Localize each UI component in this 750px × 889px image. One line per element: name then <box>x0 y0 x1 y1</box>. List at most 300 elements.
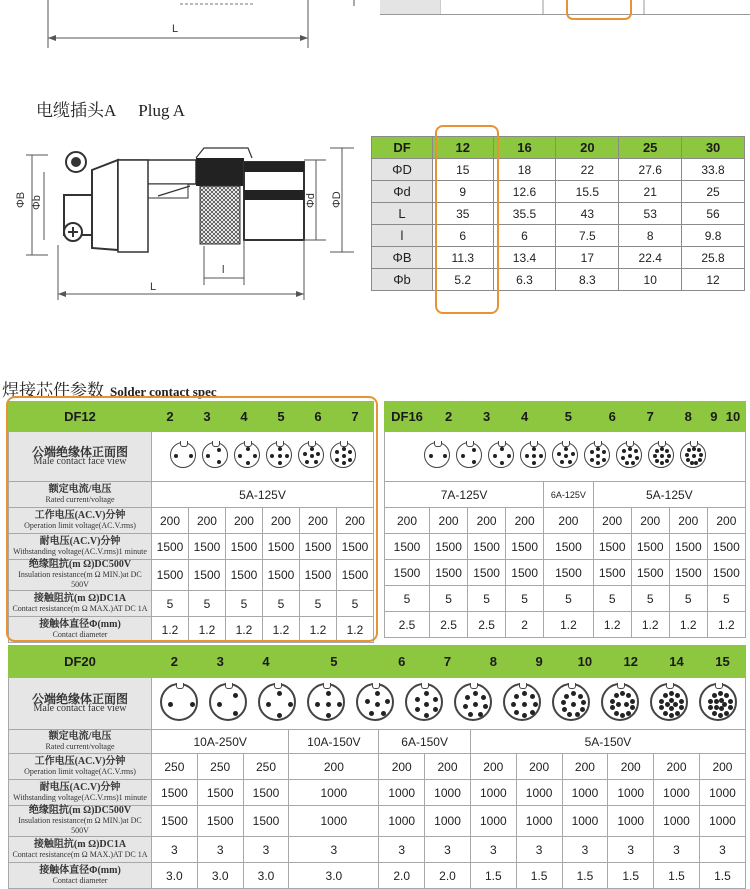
table-cell: 1.2 <box>669 612 707 638</box>
table-row <box>385 560 746 586</box>
table-cell: 1500 <box>385 560 430 586</box>
table-cell: 1000 <box>608 806 654 837</box>
face-key-notch <box>568 683 576 689</box>
table-cell: 1.5 <box>562 863 608 889</box>
table-cell: 15 <box>433 159 494 181</box>
df16-spec-table <box>384 401 746 638</box>
contact-pin <box>624 702 629 707</box>
label-en: Contact diameter <box>52 875 108 885</box>
top-drawing-svg <box>0 0 370 50</box>
table-cell: 17 <box>556 247 619 269</box>
rated-value: 5A-125V <box>593 482 745 508</box>
pin-count: 10 <box>720 402 745 432</box>
oplimit-label <box>9 754 152 780</box>
table-cell: 1000 <box>516 806 562 837</box>
plug-dimension-table <box>371 136 745 291</box>
table-cell: 22.4 <box>619 247 682 269</box>
contact-pin <box>365 699 370 704</box>
contact-pin <box>602 458 606 462</box>
table-cell: 5 <box>152 591 189 617</box>
contact-pin <box>288 702 293 707</box>
table-cell: 1500 <box>631 560 669 586</box>
table-cell: 2 <box>506 612 544 638</box>
label-cn: 额定电流/电压 <box>48 730 112 742</box>
table-cell: 1500 <box>593 560 631 586</box>
face-row <box>9 678 746 730</box>
contact-pin <box>719 706 724 711</box>
label-cn: 接触阻抗(m Ω)DC1A <box>33 838 127 850</box>
label-cn: 公端绝缘体正面图 <box>31 444 128 459</box>
table-cell: 1.5 <box>608 863 654 889</box>
face-key-notch <box>225 683 233 689</box>
contact-pin <box>625 461 629 465</box>
contact-pin <box>655 459 659 463</box>
table-row <box>372 181 745 203</box>
table-cell: 1500 <box>430 534 468 560</box>
face-key-notch <box>715 683 723 689</box>
table-cell: 250 <box>152 754 198 780</box>
table-cell: 3 <box>152 837 198 863</box>
table-cell: 200 <box>516 754 562 780</box>
contact-pin <box>620 691 625 696</box>
contact-pin <box>728 699 733 704</box>
table-cell: 3 <box>425 837 471 863</box>
table-cell: 1.2 <box>225 617 262 643</box>
label-en: Withstanding voltage(AC.V.rms)1 minute <box>13 546 147 556</box>
table-cell: 1000 <box>654 780 700 806</box>
face-key-notch <box>176 683 184 689</box>
contact-pin <box>724 693 729 698</box>
table-cell: 1500 <box>188 534 225 560</box>
contact-pin <box>522 702 527 707</box>
contact-pin <box>429 454 433 458</box>
rated-value: 5A-150V <box>470 730 745 754</box>
table-cell: 200 <box>385 508 430 534</box>
contact-pin <box>602 450 606 454</box>
table-cell: 21 <box>619 181 682 203</box>
table-cell: 3 <box>289 837 379 863</box>
contact-pin <box>581 700 586 705</box>
contact-pin <box>424 713 429 718</box>
table-cell: 9 <box>433 181 494 203</box>
table-cell: 1500 <box>385 534 430 560</box>
contact-pin <box>665 449 669 453</box>
contact-pin <box>514 710 519 715</box>
table-cell: 3.0 <box>243 863 289 889</box>
contact-pin <box>712 711 717 716</box>
contact-pin <box>675 693 680 698</box>
solder-title-en: Solder contact spec <box>110 384 217 399</box>
pin-count: 10 <box>562 646 608 678</box>
row-label: Φb <box>372 269 433 291</box>
table-row <box>372 203 745 225</box>
contact-pin <box>217 702 222 707</box>
pin-count: 9 <box>516 646 562 678</box>
contact-pin <box>685 453 689 457</box>
row-label: l <box>372 225 433 247</box>
plug-title-en: Plug A <box>138 101 186 120</box>
table-cell: 200 <box>631 508 669 534</box>
label-en: Contact diameter <box>52 629 108 639</box>
table-cell: 200 <box>188 508 225 534</box>
face-key-notch <box>274 683 282 689</box>
contact-pin <box>692 447 696 451</box>
table-cell: 5 <box>430 586 468 612</box>
contact-face-4-pin-icon <box>488 442 514 468</box>
contact-face-14-pin-icon <box>650 683 688 721</box>
contact-pin <box>626 711 631 716</box>
rated-value: 10A-150V <box>289 730 379 754</box>
table-cell: 1500 <box>430 560 468 586</box>
pin-count: 14 <box>654 646 700 678</box>
label-cn: 额定电流/电压 <box>48 483 112 495</box>
rated-value: 6A-125V <box>544 482 593 508</box>
table-cell: 1.2 <box>544 612 593 638</box>
row-label: L <box>372 203 433 225</box>
contact-pin <box>472 448 476 452</box>
table-cell: 1500 <box>197 806 243 837</box>
table-cell: 1500 <box>707 560 745 586</box>
pin-count: 2 <box>152 402 189 432</box>
table-cell: 1.5 <box>699 863 745 889</box>
contact-pin <box>665 459 669 463</box>
contact-pin <box>667 454 671 458</box>
table-row <box>9 837 746 863</box>
table-cell: 1500 <box>243 780 289 806</box>
top-table-fragment <box>380 0 750 15</box>
dim-L: L <box>150 281 157 293</box>
table-cell: 2.0 <box>379 863 425 889</box>
table-cell: 1000 <box>289 780 379 806</box>
contact-pin <box>375 702 380 707</box>
contact-face-5-pin-icon <box>307 683 345 721</box>
table-cell: 3.0 <box>152 863 198 889</box>
table-cell: 5 <box>188 591 225 617</box>
table-row <box>372 159 745 181</box>
contact-pin <box>233 711 238 716</box>
table-row <box>385 586 746 612</box>
contact-face-5-pin-icon <box>520 442 546 468</box>
contact-pin <box>628 454 632 458</box>
table-cell: 3 <box>516 837 562 863</box>
pin-count: 5 <box>544 402 593 432</box>
contact-pin <box>628 447 632 451</box>
contact-pin <box>630 705 635 710</box>
dim-phib: Φb <box>31 195 43 210</box>
table-cell: 1000 <box>699 806 745 837</box>
table-cell: 6 <box>433 225 494 247</box>
rated-value: 10A-250V <box>152 730 289 754</box>
table-cell: 5.2 <box>433 269 494 291</box>
label-en: Rated current/voltage <box>45 494 115 504</box>
table-cell: 1500 <box>152 780 198 806</box>
label-en: Operation limit voltage(AC.V.rms) <box>24 520 136 530</box>
table-cell: 3 <box>608 837 654 863</box>
contact-pin <box>465 695 470 700</box>
label-en: Contact resistance(m Ω MAX.)AT DC 1A <box>12 603 148 613</box>
table-cell: 13.4 <box>493 247 556 269</box>
label-en: Operation limit voltage(AC.V.rms) <box>24 766 136 776</box>
table-cell: 25.8 <box>682 247 745 269</box>
table-cell: 1500 <box>262 534 299 560</box>
contact-pin <box>568 460 572 464</box>
contact-pin <box>596 447 600 451</box>
contact-pin <box>590 450 594 454</box>
contact-pin <box>369 711 374 716</box>
table-cell: 1500 <box>299 534 336 560</box>
table-cell: 1500 <box>468 534 506 560</box>
contact-pin <box>539 454 543 458</box>
table-cell: 1500 <box>707 534 745 560</box>
pin-count: 12 <box>608 646 654 678</box>
df20-header-row <box>9 646 746 678</box>
table-cell: 11.3 <box>433 247 494 269</box>
pin-count: 2 <box>430 402 468 432</box>
rated-label <box>9 730 152 754</box>
contact-pin <box>564 454 568 458</box>
table-cell: 1000 <box>608 780 654 806</box>
contact-pin <box>507 454 511 458</box>
contact-pin <box>635 456 639 460</box>
label-cn: 接触体直径Φ(mm) <box>39 618 121 630</box>
table-cell: 12 <box>682 269 745 291</box>
table-row <box>9 754 746 780</box>
contact-pin <box>511 702 516 707</box>
table-cell: 200 <box>506 508 544 534</box>
contact-pin <box>424 691 429 696</box>
contact-pin <box>663 711 668 716</box>
table-cell: 200 <box>430 508 468 534</box>
contact-pin <box>500 461 504 465</box>
table-row <box>9 730 746 754</box>
table-cell: 1500 <box>631 534 669 560</box>
dim-phiD: ΦD <box>331 191 343 208</box>
contact-face-2-pin-icon <box>160 683 198 721</box>
table-cell: 1500 <box>152 534 189 560</box>
table-cell: 1500 <box>544 560 593 586</box>
contact-pin <box>530 710 535 715</box>
table-cell: 1500 <box>152 806 198 837</box>
label-en: Male contact face view <box>33 455 127 467</box>
pin-count: 9 <box>707 402 720 432</box>
contact-pin <box>580 707 585 712</box>
contact-pin <box>616 702 621 707</box>
table-cell: 12.6 <box>493 181 556 203</box>
contact-pin <box>578 694 583 699</box>
contact-face-8-pin-icon <box>454 683 492 721</box>
pin-count: 15 <box>699 646 745 678</box>
table-cell: 200 <box>699 754 745 780</box>
df12-column-highlight <box>435 125 499 314</box>
rated-value: 7A-125V <box>385 482 544 508</box>
contact-pin <box>532 454 536 458</box>
label-cn: 耐电压(AC.V)分钟 <box>39 535 121 547</box>
table-cell: 1000 <box>289 806 379 837</box>
contact-pin <box>381 711 386 716</box>
dim-phiB: ΦB <box>15 191 27 208</box>
dim-phid: Φd <box>305 193 317 208</box>
table-cell: 200 <box>470 754 516 780</box>
contact-pin <box>415 707 420 712</box>
contact-face-6-pin-icon <box>552 442 578 468</box>
label-en: Insulation resistance(m Ω MIN.)at DC 500V <box>18 570 142 589</box>
row-label: ΦD <box>372 159 433 181</box>
label-en: Insulation resistance(m Ω MIN.)at DC 500V <box>18 816 142 835</box>
table-cell: 53 <box>619 203 682 225</box>
face-key-notch <box>617 683 625 689</box>
plug-header-cell: 25 <box>619 137 682 159</box>
label-cn: 工作电压(AC.V)分钟 <box>34 509 126 521</box>
pin-count: 8 <box>669 402 707 432</box>
contact-pin <box>575 712 580 717</box>
contact-pin <box>277 691 282 696</box>
contact-pin <box>522 691 527 696</box>
contact-pin <box>675 711 680 716</box>
contact-pin <box>461 454 465 458</box>
pin-count: 3 <box>188 402 225 432</box>
label-cn: 绝缘阻抗(m Ω)DC500V <box>28 805 132 816</box>
table-cell: 5 <box>707 586 745 612</box>
contact-pin <box>266 702 271 707</box>
row-label: ΦB <box>372 247 433 269</box>
contact-pin <box>673 702 678 707</box>
face-key-notch <box>666 683 674 689</box>
pin-count: 5 <box>289 646 379 678</box>
table-cell: 200 <box>707 508 745 534</box>
contact-pin <box>560 460 564 464</box>
label-en: Contact resistance(m Ω MAX.)AT DC 1A <box>12 849 148 859</box>
contact-pin <box>326 691 331 696</box>
contact-pin <box>665 702 670 707</box>
table-cell: 1.2 <box>336 617 373 643</box>
table-cell: 1000 <box>379 780 425 806</box>
table-cell: 1500 <box>544 534 593 560</box>
contact-pin <box>385 699 390 704</box>
table-cell: 5 <box>544 586 593 612</box>
contact-pin <box>472 460 476 464</box>
contact-pin <box>687 448 691 452</box>
table-cell: 8.3 <box>556 269 619 291</box>
table-cell: 2.5 <box>385 612 430 638</box>
contact-pin <box>712 693 717 698</box>
table-cell: 5 <box>506 586 544 612</box>
table-cell: 200 <box>289 754 379 780</box>
top-dim-L: L <box>172 23 179 35</box>
table-cell: 5 <box>225 591 262 617</box>
contact-pin <box>500 447 504 451</box>
table-cell: 1500 <box>262 560 299 591</box>
contact-pin <box>596 461 600 465</box>
contact-pin <box>473 691 478 696</box>
table-cell: 22 <box>556 159 619 181</box>
label-cn: 接触体直径Φ(mm) <box>39 864 121 876</box>
pin-count: 7 <box>425 646 471 678</box>
contact-pin <box>478 712 483 717</box>
contact-pin <box>728 705 733 710</box>
pin-count: 8 <box>470 646 516 678</box>
table-cell: 1500 <box>506 560 544 586</box>
df20-spec-table <box>8 645 746 889</box>
contact-pin <box>168 702 173 707</box>
table-cell: 1.5 <box>516 863 562 889</box>
table-cell: 5 <box>468 586 506 612</box>
plug-section-title <box>36 96 185 121</box>
table-cell: 1000 <box>562 806 608 837</box>
table-cell: 200 <box>379 754 425 780</box>
label-en: Withstanding voltage(AC.V.rms)1 minute <box>13 792 147 802</box>
table-cell: 27.6 <box>619 159 682 181</box>
face-cell <box>385 432 746 482</box>
contact-pin <box>424 702 429 707</box>
contact-pin <box>694 461 698 465</box>
table-cell: 1500 <box>197 780 243 806</box>
table-cell: 33.8 <box>682 159 745 181</box>
contact-pin <box>655 449 659 453</box>
withstand-label <box>9 780 152 806</box>
table-cell: 1000 <box>654 806 700 837</box>
table-cell: 3.0 <box>197 863 243 889</box>
table-cell: 5 <box>262 591 299 617</box>
contact-pin <box>630 699 635 704</box>
contact-pin <box>692 454 696 458</box>
label-cn: 公端绝缘体正面图 <box>31 691 128 706</box>
contact-pin <box>660 447 664 451</box>
table-cell: 10 <box>619 269 682 291</box>
table-cell: 5 <box>631 586 669 612</box>
pin-count: 4 <box>506 402 544 432</box>
contact-pin <box>626 693 631 698</box>
pin-count: 7 <box>631 402 669 432</box>
table-cell: 200 <box>299 508 336 534</box>
contact-face-12-pin-icon <box>601 683 639 721</box>
df16-header-row <box>385 402 746 432</box>
table-cell: 5 <box>336 591 373 617</box>
plug-drawing-svg <box>8 140 358 305</box>
table-row <box>385 482 746 508</box>
contact-pin <box>724 711 729 716</box>
table-cell: 1500 <box>669 534 707 560</box>
table-cell: 1500 <box>336 560 373 591</box>
contact-pin <box>375 691 380 696</box>
pin-count: 4 <box>243 646 289 678</box>
df16-face-icons <box>424 442 706 468</box>
contact-pin <box>483 704 488 709</box>
table-cell: 200 <box>152 508 189 534</box>
contact-pin <box>233 693 238 698</box>
contact-pin <box>571 702 576 707</box>
contact-pin <box>610 699 615 704</box>
table-cell: 1000 <box>470 780 516 806</box>
table-cell: 1.5 <box>654 863 700 889</box>
contact-pin <box>699 453 703 457</box>
table-row <box>385 508 746 534</box>
contact-pin <box>653 454 657 458</box>
contact-pin <box>718 691 723 696</box>
table-cell: 1000 <box>379 806 425 837</box>
table-cell: 1500 <box>336 534 373 560</box>
contact-pin <box>660 461 664 465</box>
contact-pin <box>634 449 638 453</box>
contact-pin <box>326 702 331 707</box>
table-row <box>372 225 745 247</box>
face-key-notch <box>323 683 331 689</box>
table-cell: 5 <box>385 586 430 612</box>
dim-l: l <box>222 264 225 276</box>
table-cell: 1000 <box>425 806 471 837</box>
contact-pin <box>669 698 674 703</box>
table-cell: 6 <box>493 225 556 247</box>
contact-face-9-pin-icon <box>648 442 674 468</box>
